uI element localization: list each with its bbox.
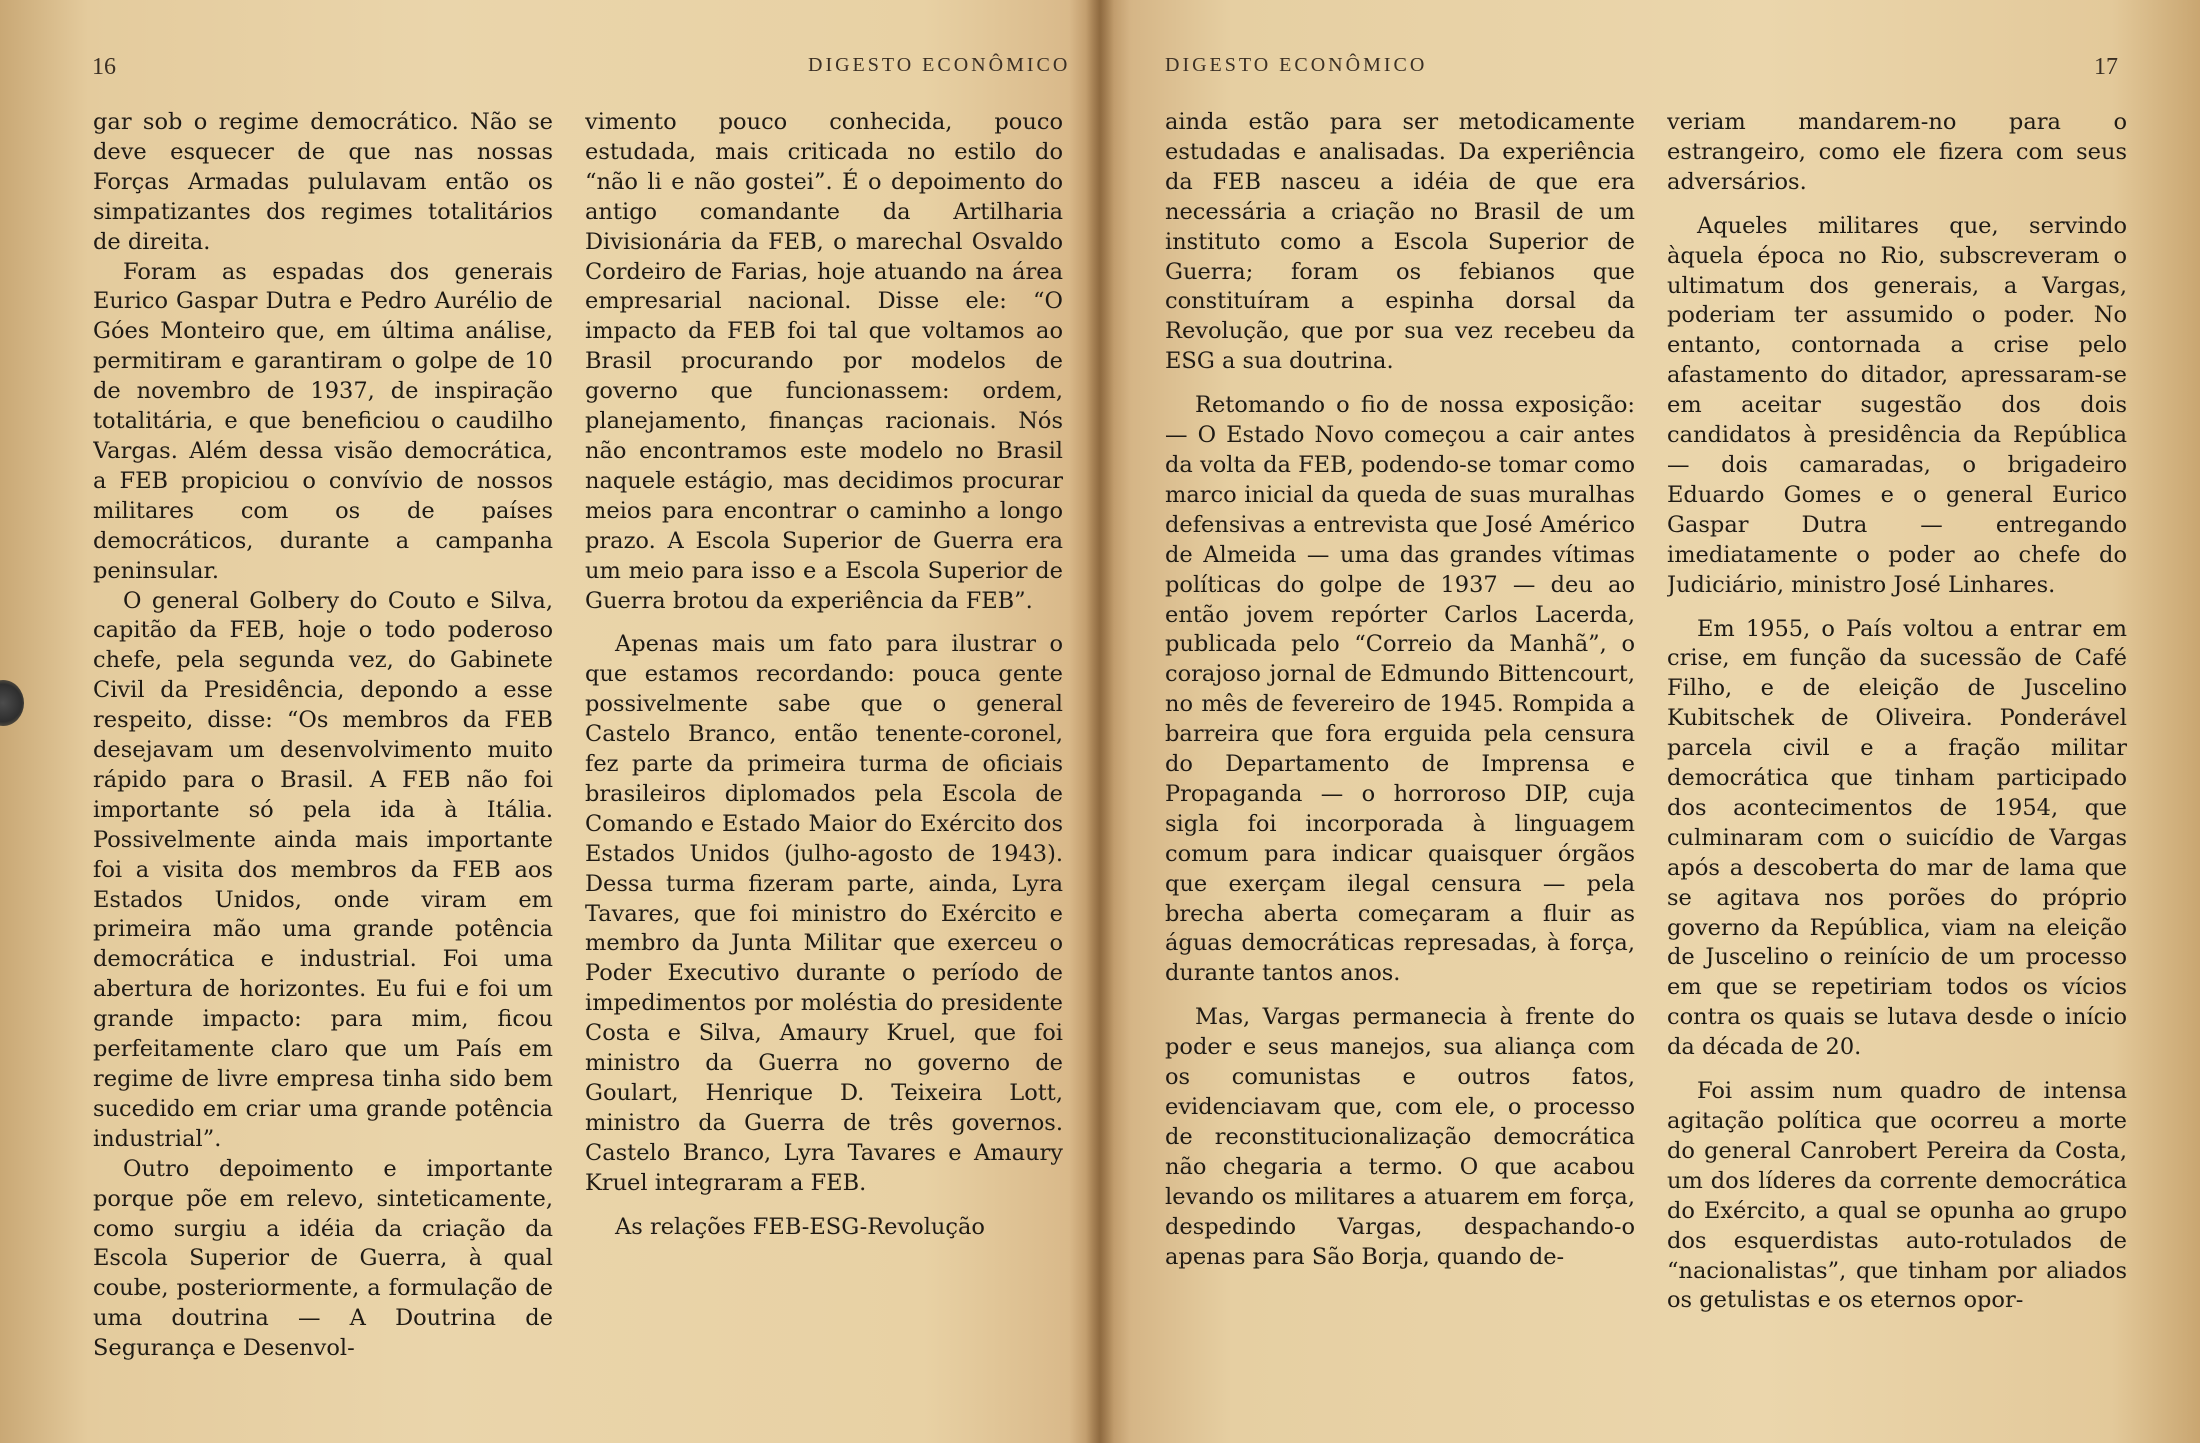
paragraph: gar sob o regime democrático. Não se deve esquecer de que nas nossas Forças Armadas pululavam então os simpatizantes dos regimes totalitários de direita.	[93, 109, 553, 255]
paragraph: As relações FEB-ESG-Revolução	[615, 1213, 985, 1240]
paragraph: Foi assim num quadro de intensa agitação política que ocorreu a morte do general Canrobert Pereira da Costa, um dos líderes da corrente democrática do Exército, a qual se opunha ao grupo dos esquerdistas auto-rotulados de “nacionalistas”, que tinham por aliados os getulistas e os eternos opor-	[1667, 1078, 2127, 1314]
paragraph: ainda estão para ser metodicamente estudadas e analisadas. Da experiência da FEB nasceu a idéia de que era necessária a criação no Brasil de um instituto como a Escola Superior de Guerra; foram os febianos que constituíram a espinha dorsal da Revolução, que por sua vez recebeu da ESG a sua doutrina.	[1165, 109, 1635, 375]
paragraph: Apenas mais um fato para ilustrar o que estamos recordando: pouca gente possivelmente sabe que o general Castelo Branco, então tenente-coronel, fez parte da primeira turma de oficiais brasileiros diplomados pela Escola de Comando e Estado Maior do Exército dos Estados Unidos (julho-agosto de 1943). Dessa turma fizeram parte, ainda, Lyra Tavares, que foi ministro do Exército e membro da Junta Militar que exerceu o Poder Executivo durante o período de impedimentos por moléstia do presidente Costa e Silva, Amaury Kruel, que foi ministro da Guerra no governo de Goulart, Henrique D. Teixeira Lott, ministro da Guerra de três governos. Castelo Branco, Lyra Tavares e Amaury Kruel integraram a FEB.	[585, 631, 1063, 1196]
running-head-right: DIGESTO ECONÔMICO	[1165, 54, 1428, 76]
paragraph: veriam mandarem-no para o estrangeiro, como ele fizera com seus adversários.	[1667, 109, 2127, 195]
paragraph: vimento pouco conhecida, pouco estudada, mais criticada no estilo do “não li e não gostei”. É o depoimento do antigo comandante da Artilharia Divisionária da FEB, o marechal Osvaldo Cordeiro de Farias, hoje atuando na área empresarial nacional. Disse ele: “O impacto da FEB foi tal que voltamos ao Brasil procurando por modelos de governo que funcionassem: ordem, planejamento, finanças racionais. Nós não encontramos este modelo no Brasil naquele estágio, mas decidimos procurar meios para encontrar o caminho a longo prazo. A Escola Superior de Guerra era um meio para isso e a Escola Superior de Guerra brotou da experiência da FEB”.	[585, 109, 1063, 614]
left-column-2	[585, 108, 1063, 1398]
paragraph: Foram as espadas dos generais Eurico Gaspar Dutra e Pedro Aurélio de Góes Monteiro que, em última análise, permitiram e garantiram o golpe de 10 de novembro de 1937, de inspiração totalitária, e que beneficiou o caudilho Vargas. Além dessa visão democrática, a FEB propiciou o convívio de nossos militares com os de países democráticos, durante a campanha peninsular.	[93, 258, 553, 584]
paragraph: Mas, Vargas permanecia à frente do poder e seus manejos, sua aliança com os comunistas e outros fatos, evidenciavam que, com ele, o processo de reconstitucionalização democrática não chegaria a termo. O que acabou levando os militares a atuarem em força, despedindo Vargas, despachando-o apenas para São Borja, quando de-	[1165, 1004, 1635, 1270]
right-column-2	[1667, 108, 2127, 1398]
running-head-left: DIGESTO ECONÔMICO	[808, 54, 1071, 76]
binding-hole	[0, 680, 24, 726]
page-number-left: 16	[92, 54, 116, 80]
paragraph: Aqueles militares que, servindo àquela época no Rio, subscreveram o ultimatum dos generais, a Vargas, poderiam ter assumido o poder. No entanto, contornada a crise pelo afastamento do ditador, apressaram-se em aceitar sugestão dos dois candidatos à presidência da República — dois camaradas, o brigadeiro Eduardo Gomes e o general Eurico Gaspar Dutra — entregando imediatamente o poder ao chefe do Judiciário, ministro José Linhares.	[1667, 212, 2127, 598]
paragraph: Outro depoimento e importante porque põe em relevo, sinteticamente, como surgiu a idéia da criação da Escola Superior de Guerra, à qual coube, posteriormente, a formulação de uma doutrina — A Doutrina de Segurança e Desenvol-	[93, 1155, 553, 1362]
paragraph: Em 1955, o País voltou a entrar em crise, em função da sucessão de Café Filho, e de eleição de Juscelino Kubitschek de Oliveira. Ponderável parcela civil e a fração militar democrática que tinham participado dos acontecimentos de 1954, que culminaram com o suicídio de Vargas após a descoberta do mar de lama que se agitava nos porões do próprio governo da República, viam na eleição de Juscelino o reinício de um processo em que se repetiriam todos os vícios contra os quais se lutava desde o início da década de 20.	[1667, 615, 2127, 1061]
page-number-right: 17	[2094, 54, 2118, 80]
paragraph: O general Golbery do Couto e Silva, capitão da FEB, hoje o todo poderoso chefe, pela segunda vez, do Gabinete Civil da Presidência, depondo a esse respeito, disse: “Os membros da FEB desejavam um desenvolvimento muito rápido para o Brasil. A FEB não foi importante só pela ida à Itália. Possivelmente ainda mais importante foi a visita dos membros da FEB aos Estados Unidos, onde viram em primeira mão uma grande potência democrática e industrial. Foi uma abertura de horizontes. Eu fui e foi um grande impacto: para mim, ficou perfeitamente claro que um País em regime de livre empresa tinha sido bem sucedido em criar uma grande potência industrial”.	[93, 587, 553, 1152]
right-page	[1100, 0, 2200, 1443]
paragraph: Retomando o fio de nossa exposição: — O Estado Novo começou a cair antes da volta da FEB, podendo-se tomar como marco inicial da queda de suas muralhas defensivas a entrevista que José Américo de Almeida — uma das grandes vítimas políticas do golpe de 1937 — deu ao então jovem repórter Carlos Lacerda, publicada pelo “Correio da Manhã”, o corajoso jornal de Edmundo Bittencourt, no mês de fevereiro de 1945. Rompida a barreira que fora erguida pela censura do Departamento de Imprensa e Propaganda — o horroroso DIP, cuja sigla foi incorporada à linguagem comum para indicar quaisquer órgãos que exerçam ilegal censura — pela brecha aberta começaram a fluir as águas democráticas represadas, à força, durante tantos anos.	[1165, 392, 1635, 987]
right-column-1	[1165, 108, 1635, 1398]
left-column-1	[93, 108, 553, 1398]
